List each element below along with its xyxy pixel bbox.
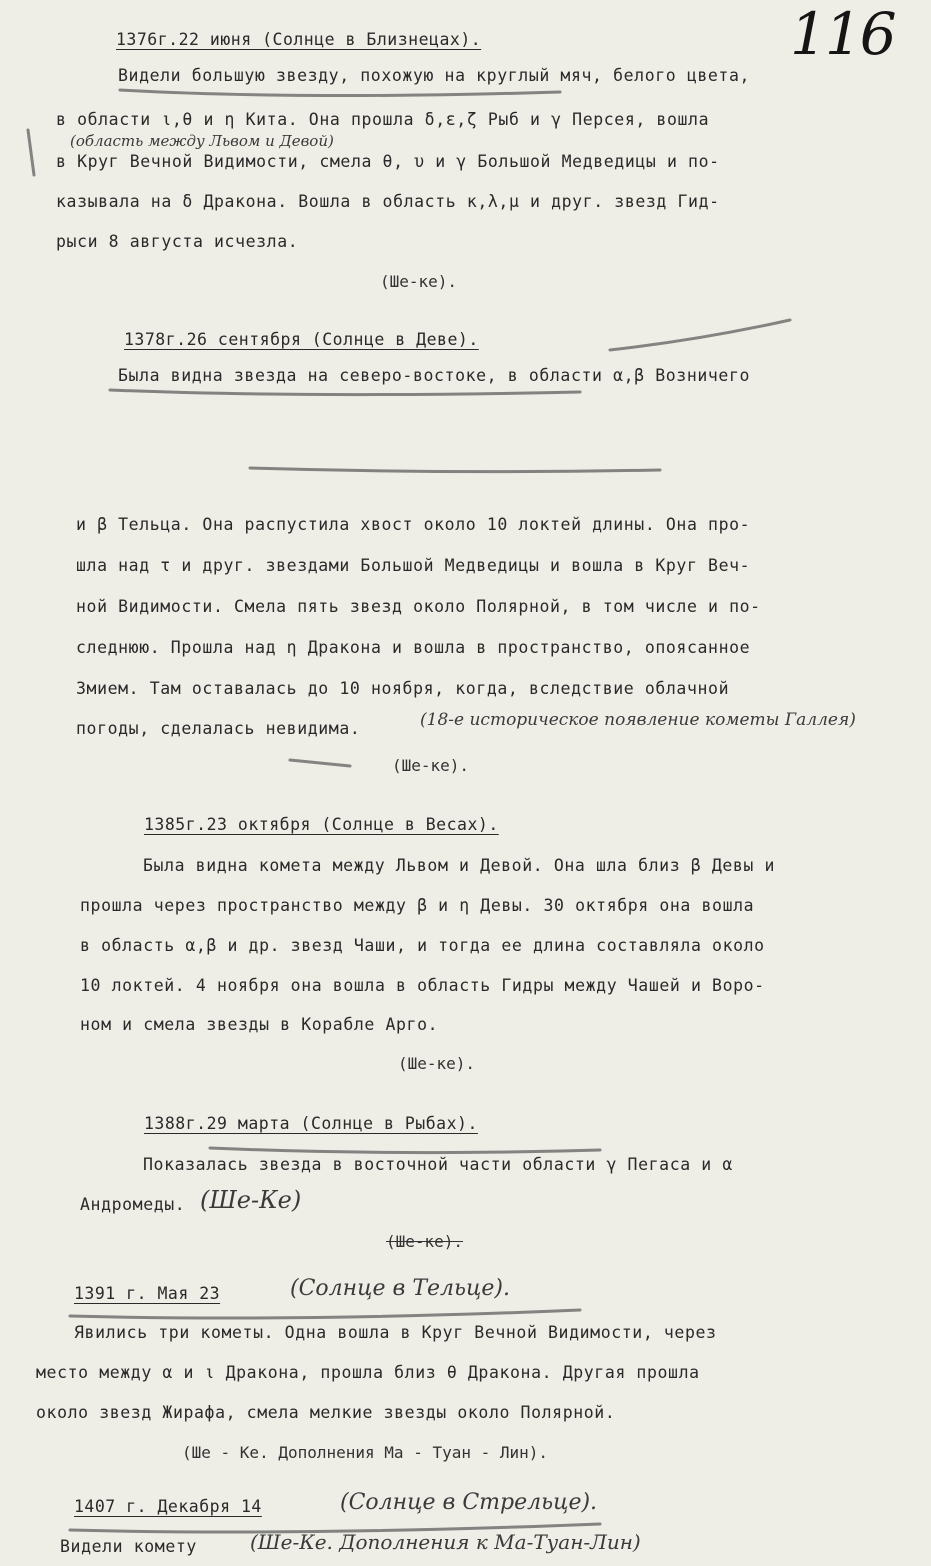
entry-line: шла над τ и друг. звездами Большой Медведицы и вошла в Круг Веч-	[76, 556, 751, 575]
source-reference: (Ше-ке).	[386, 1232, 464, 1251]
entry-heading: 1388г.29 марта (Солнце в Рыбах).	[144, 1114, 478, 1133]
handwritten-annotation: (18-е историческое появление кометы Галлея)	[420, 710, 856, 730]
entry-line: казывала на δ Дракона. Вошла в область κ,λ,μ и друг. звезд Гид-	[56, 192, 720, 211]
entry-line: в Круг Вечной Видимости, смела θ, υ и γ Большой Медведицы и по-	[56, 152, 720, 171]
page-number: 116	[790, 0, 895, 68]
handwritten-annotation: (Ше-Ке. Дополнения к Ма-Туан-Лин)	[250, 1530, 641, 1554]
source-reference: (Ше - Ке. Дополнения Ма - Туан - Лин).	[182, 1443, 549, 1462]
entry-heading: 1376г.22 июня (Солнце в Близнецах).	[116, 30, 482, 49]
entry-line: Змием. Там оставалась до 10 ноября, когда, вследствие облачной	[76, 679, 730, 698]
handwritten-annotation: (Солнце в Стрельце).	[340, 1490, 598, 1515]
entry-line: Была видна звезда на северо-востоке, в области α,β Возничего	[118, 366, 751, 385]
entry-line: Видели комету	[60, 1537, 197, 1556]
entry-heading: 1407 г. Декабря 14	[74, 1497, 262, 1516]
entry-line: в область α,β и др. звезд Чаши, и тогда ее длина составляла около	[80, 936, 765, 955]
entry-line: и β Тельца. Она распустила хвост около 10 локтей длины. Она про-	[76, 515, 751, 534]
handwritten-annotation: (область между Львом и Девой)	[70, 132, 334, 150]
pencil-underline	[250, 468, 660, 472]
entry-line: 10 локтей. 4 ноября она вошла в область Гидры между Чашей и Воро-	[80, 976, 765, 995]
entry-line: ной Видимости. Смела пять звезд около Полярной, в том числе и по-	[76, 597, 761, 616]
entry-line: Видели большую звезду, похожую на круглый мяч, белого цвета,	[118, 66, 751, 85]
entry-line: около звезд Жирафа, смела мелкие звезды около Полярной.	[36, 1403, 616, 1422]
pencil-underline	[70, 1524, 600, 1532]
entry-line: Явились три кометы. Одна вошла в Круг Вечной Видимости, через	[74, 1323, 717, 1342]
pencil-underline	[210, 1148, 600, 1153]
margin-mark	[28, 130, 34, 175]
entry-line: место между α и ι Дракона, прошла близ θ Дракона. Другая прошла	[36, 1363, 700, 1382]
entry-line: ном и смела звезды в Корабле Арго.	[80, 1015, 439, 1034]
arrow-mark	[290, 760, 350, 766]
pencil-underline	[110, 390, 580, 395]
entry-line: следнюю. Прошла над η Дракона и вошла в пространство, опоясанное	[76, 638, 751, 657]
entry-line: в области ι,θ и η Кита. Она прошла δ,ε,ζ Рыб и γ Персея, вошла	[56, 110, 710, 129]
entry-heading: 1391 г. Мая 23	[74, 1284, 221, 1303]
entry-heading: 1378г.26 сентября (Солнце в Деве).	[124, 330, 479, 349]
entry-line: Была видна комета между Львом и Девой. Она шла близ β Девы и	[143, 856, 776, 875]
entry-line: прошла через пространство между β и η Девы. 30 октября она вошла	[80, 896, 755, 915]
source-reference: (Ше-ке).	[392, 756, 470, 775]
entry-line: Андромеды.	[80, 1195, 186, 1214]
entry-heading: 1385г.23 октября (Солнце в Весах).	[144, 815, 499, 834]
pencil-underline	[120, 90, 560, 96]
entry-line: погоды, сделалась невидима.	[76, 719, 361, 738]
handwritten-annotation: (Ше-Ке)	[200, 1186, 302, 1214]
source-reference: (Ше-ке).	[398, 1054, 476, 1073]
source-reference: (Ше-ке).	[380, 272, 458, 291]
pencil-underline	[70, 1310, 580, 1318]
entry-line: рыси 8 августа исчезла.	[56, 232, 299, 251]
handwritten-annotation: (Солнце в Тельце).	[290, 1276, 510, 1301]
pencil-underline	[610, 320, 790, 350]
entry-line: Показалась звезда в восточной части области γ Пегаса и α	[143, 1155, 733, 1174]
